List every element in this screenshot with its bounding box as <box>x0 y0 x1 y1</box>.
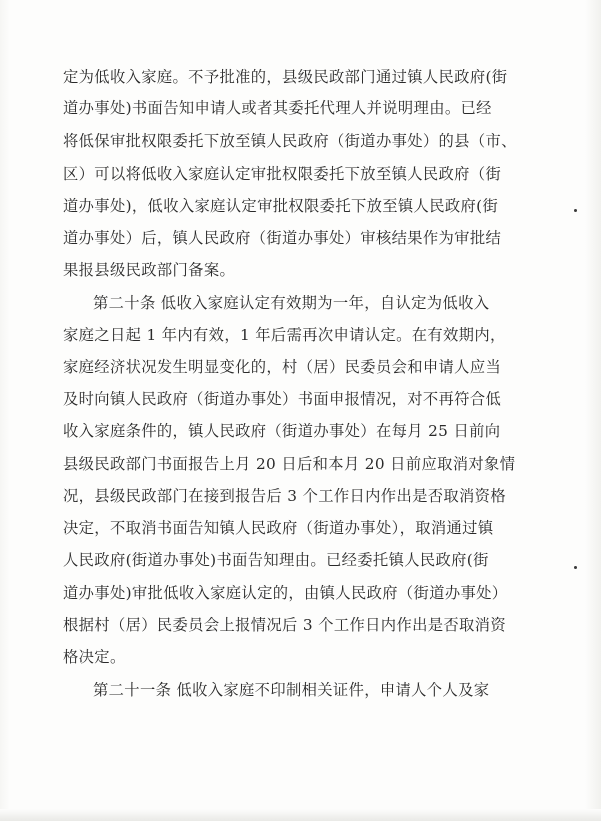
text-line-16: 人民政府(街道办事处)书面告知理由。已经委托镇人民政府(街 <box>63 551 489 569</box>
scan-speck <box>574 209 577 212</box>
text-line-17: 道办事处)审批低收入家庭认定的，由镇人民政府（街道办事处） <box>63 584 508 602</box>
text-line-1: 定为低收入家庭。不予批准的，县级民政部门通过镇人民政府(街 <box>63 68 508 86</box>
text-line-3: 将低保审批权限委托下放至镇人民政府（街道办事处）的县（市、 <box>63 132 517 150</box>
page-bottom-shadow <box>0 809 601 821</box>
text-line-11: 及时向镇人民政府（街道办事处）书面申报情况，对不再符合低 <box>63 390 502 408</box>
text-line-6: 道办事处）后，镇人民政府（街道办事处）审核结果作为审批结 <box>63 229 502 247</box>
text-line-9: 家庭之日起 1 年内有效，1 年后需再次申请认定。在有效期内， <box>63 326 506 344</box>
text-line-15: 决定，不取消书面告知镇人民政府（街道办事处），取消通过镇 <box>63 519 494 537</box>
article-21-heading-line: 第二十一条 低收入家庭不印制相关证件，申请人个人及家 <box>93 681 490 699</box>
text-line-7: 果报县级民政部门备案。 <box>63 261 236 279</box>
article-20-heading-line: 第二十条 低收入家庭认定有效期为一年，自认定为低收入 <box>93 294 490 312</box>
scan-speck <box>574 566 577 569</box>
text-line-14: 况，县级民政部门在接到报告后 3 个工作日内作出是否取消资格 <box>63 487 506 505</box>
text-line-18: 根据村（居）民委员会上报情况后 3 个工作日内作出是否取消资 <box>63 616 506 634</box>
text-line-19: 格决定。 <box>63 648 126 666</box>
text-line-13: 县级民政部门书面报告上月 20 日后和本月 20 日前应取消对象情 <box>63 455 516 473</box>
text-line-10: 家庭经济状况发生明显变化的，村（居）民委员会和申请人应当 <box>63 358 502 376</box>
text-line-12: 收入家庭条件的，镇人民政府（街道办事处）在每月 25 日前向 <box>63 422 501 440</box>
text-line-4: 区）可以将低收入家庭认定审批权限委托下放至镇人民政府（街 <box>63 165 502 183</box>
text-line-2: 道办事处)书面告知申请人或者其委托代理人并说明理由。已经 <box>63 99 492 117</box>
text-line-5: 道办事处)，低收入家庭认定审批权限委托下放至镇人民政府(街 <box>63 197 499 215</box>
